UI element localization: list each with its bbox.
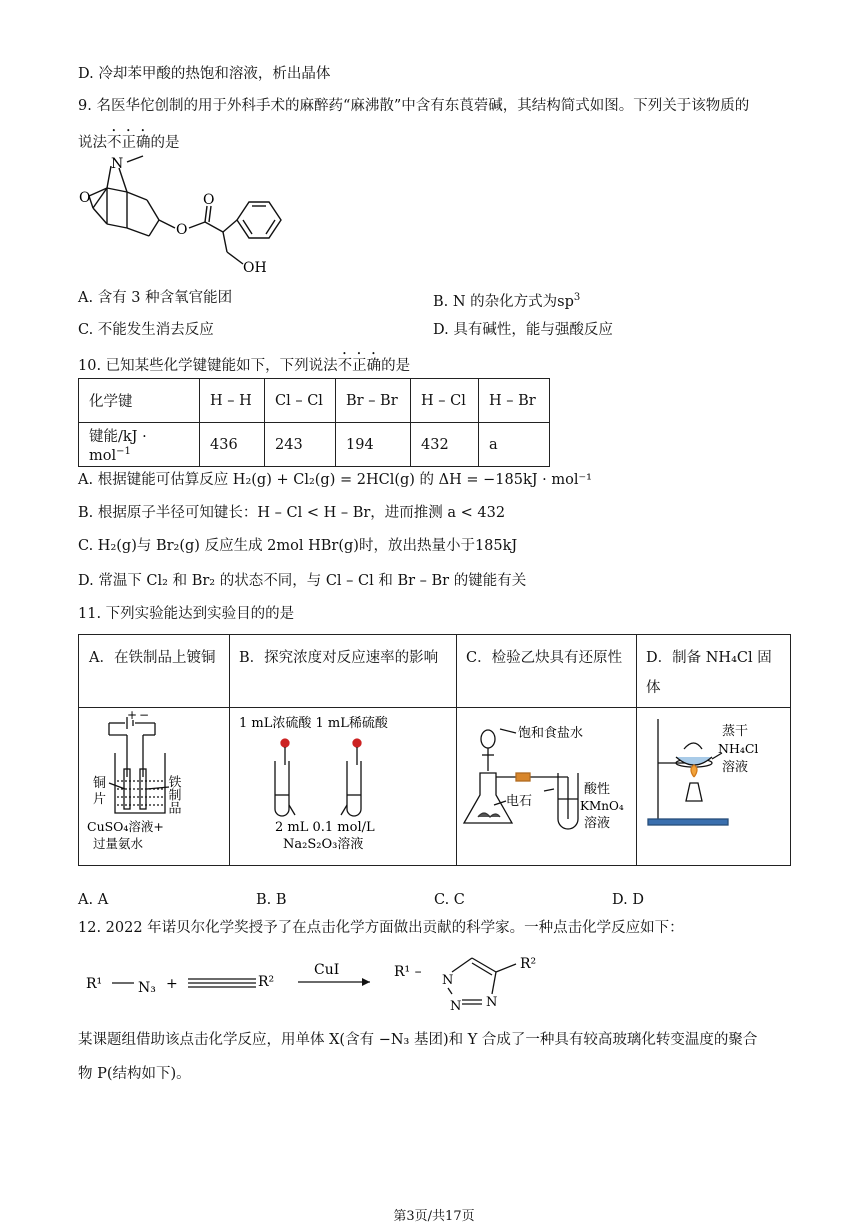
thiosulfate-conc: 2 mL 0.1 mol/L (275, 820, 375, 835)
kmno4-label-3: 溶液 (584, 816, 611, 831)
q9-option-a: A. 含有 3 种含氧官能团 (78, 290, 233, 306)
table-cell: H – H (200, 379, 265, 423)
exp-head-b: B．探究浓度对反应速率的影响 (239, 650, 439, 666)
plus-sign: + (166, 976, 178, 992)
q10-option-c: C. H₂(g)与 Br₂(g) 反应生成 2mol HBr(g)时，放出热量小于185kJ (78, 538, 518, 554)
acid-labels: 1 mL浓硫酸 1 mL稀硫酸 (239, 716, 388, 731)
table-cell: H – Br (479, 379, 550, 423)
q9-stem-line1: 9. 名医华佗创制的用于外科手术的麻醉药“麻沸散”中含有东莨菪碱，其结构简式如图。下列关于该物质的 (78, 98, 750, 114)
table-cell: 243 (265, 423, 336, 467)
evaporate-label: 蒸干 (722, 724, 749, 739)
product-r2: R² (520, 956, 537, 972)
exp-head-c: C．检验乙炔具有还原性 (466, 650, 623, 666)
exp-head-a: A．在铁制品上镀铜 (89, 650, 216, 666)
q11-answer-a: A. A (78, 892, 109, 908)
bond-energy-table (78, 378, 550, 467)
q12-body-line2: 物 P(结构如下)。 (78, 1066, 191, 1082)
copper-label-2: 片 (93, 792, 107, 807)
q11-answer-b: B. B (256, 892, 287, 908)
triazole-n1: N (442, 973, 454, 988)
acetylene-apparatus (458, 709, 636, 863)
kmno4-label-2: KMnO₄ (580, 799, 624, 813)
q11-answer-c: C. C (434, 892, 465, 908)
experiment-table (78, 634, 791, 866)
q12-body-line1: 某课题组借助该点击化学反应，用单体 X(含有 −N₃ 基团)和 Y 合成了一种具有较高玻璃化转变温度的聚合 (78, 1032, 758, 1048)
cathode-minus: − (139, 709, 150, 722)
nh4cl-label: NH₄Cl (718, 741, 759, 756)
table-cell: 化学键 (79, 379, 200, 423)
scopolamine-structure (75, 148, 295, 280)
triazole-n3: N (486, 995, 498, 1010)
anode-plus: + (127, 709, 138, 722)
struct-o-epoxide: O (79, 190, 91, 206)
electroplating-apparatus (81, 709, 229, 863)
q10-stem: 10. 已知某些化学键键能如下，下列说法不正确的是 (78, 358, 411, 374)
thiosulfate-label: Na₂S₂O₃溶液 (283, 837, 364, 852)
table-cell: H – Cl (411, 379, 479, 423)
q10-option-d: D. 常温下 Cl₂ 和 Br₂ 的状态不同，与 Cl – Cl 和 Br – Br 的键能有关 (78, 573, 527, 589)
q9-option-d: D. 具有碱性，能与强酸反应 (433, 322, 613, 338)
struct-o-carbonyl: O (203, 192, 215, 208)
q9-option-c: C. 不能发生消去反应 (78, 322, 214, 338)
carbide-label: 电石 (506, 794, 533, 809)
table-cell: 432 (411, 423, 479, 467)
table-cell: 键能/kJ · mol$^{-1}$ (79, 423, 200, 467)
table-cell: 436 (200, 423, 265, 467)
solution-label-1: CuSO₄溶液+ (87, 819, 164, 834)
table-header-row (79, 379, 550, 423)
reactant-r1: R¹ (86, 976, 103, 992)
table-cell: Br – Br (336, 379, 411, 423)
table-row (79, 423, 550, 467)
brine-label: 饱和食盐水 (518, 726, 584, 741)
test-tube-apparatus (231, 709, 456, 863)
q11-answer-d: D. D (612, 892, 644, 908)
table-cell: a (479, 423, 550, 467)
q8-option-d: D. 冷却苯甲酸的热饱和溶液，析出晶体 (78, 66, 331, 82)
q11-stem: 11. 下列实验能达到实验目的的是 (78, 606, 295, 622)
table-cell: Cl – Cl (265, 379, 336, 423)
page-footer: 第3页/共17页 (393, 1209, 475, 1224)
triazole-n2: N (450, 999, 462, 1014)
solution-label: 溶液 (722, 760, 749, 775)
struct-oh: OH (243, 260, 267, 276)
catalyst-cui: CuI (314, 962, 340, 978)
q12-stem: 12. 2022 年诺贝尔化学奖授予了在点击化学方面做出贡献的科学家。一种点击化学反应如下： (78, 920, 684, 936)
kmno4-label-1: 酸性 (584, 782, 611, 797)
solution-label-2: 过量氨水 (93, 836, 144, 851)
evaporation-apparatus (638, 709, 788, 863)
struct-n-label: N (111, 156, 124, 172)
click-reaction-scheme (78, 946, 578, 1020)
reactant-r2: R² (258, 974, 275, 990)
copper-label: 铜 (93, 776, 107, 791)
q9-stem-line2: 说法不正确的是 (78, 135, 180, 151)
iron-item-label: 铁制品 (165, 775, 181, 814)
q9-option-b: B. N 的杂化方式为$sp^3$ (433, 292, 581, 310)
struct-o-ester: O (176, 222, 188, 238)
table-cell: 194 (336, 423, 411, 467)
exp-head-d: D．制备 NH₄Cl 固体 (646, 650, 772, 696)
q10-option-b: B. 根据原子半径可知键长：H – Cl < H – Br，进而推测 a < 432 (78, 505, 506, 521)
product-r1: R¹ – (394, 964, 422, 980)
reactant-n3: N₃ (138, 980, 156, 996)
q10-option-a: A. 根据键能可估算反应 H₂(g) + Cl₂(g) = 2HCl(g) 的 ΔH = −185kJ · mol⁻¹ (78, 472, 592, 488)
